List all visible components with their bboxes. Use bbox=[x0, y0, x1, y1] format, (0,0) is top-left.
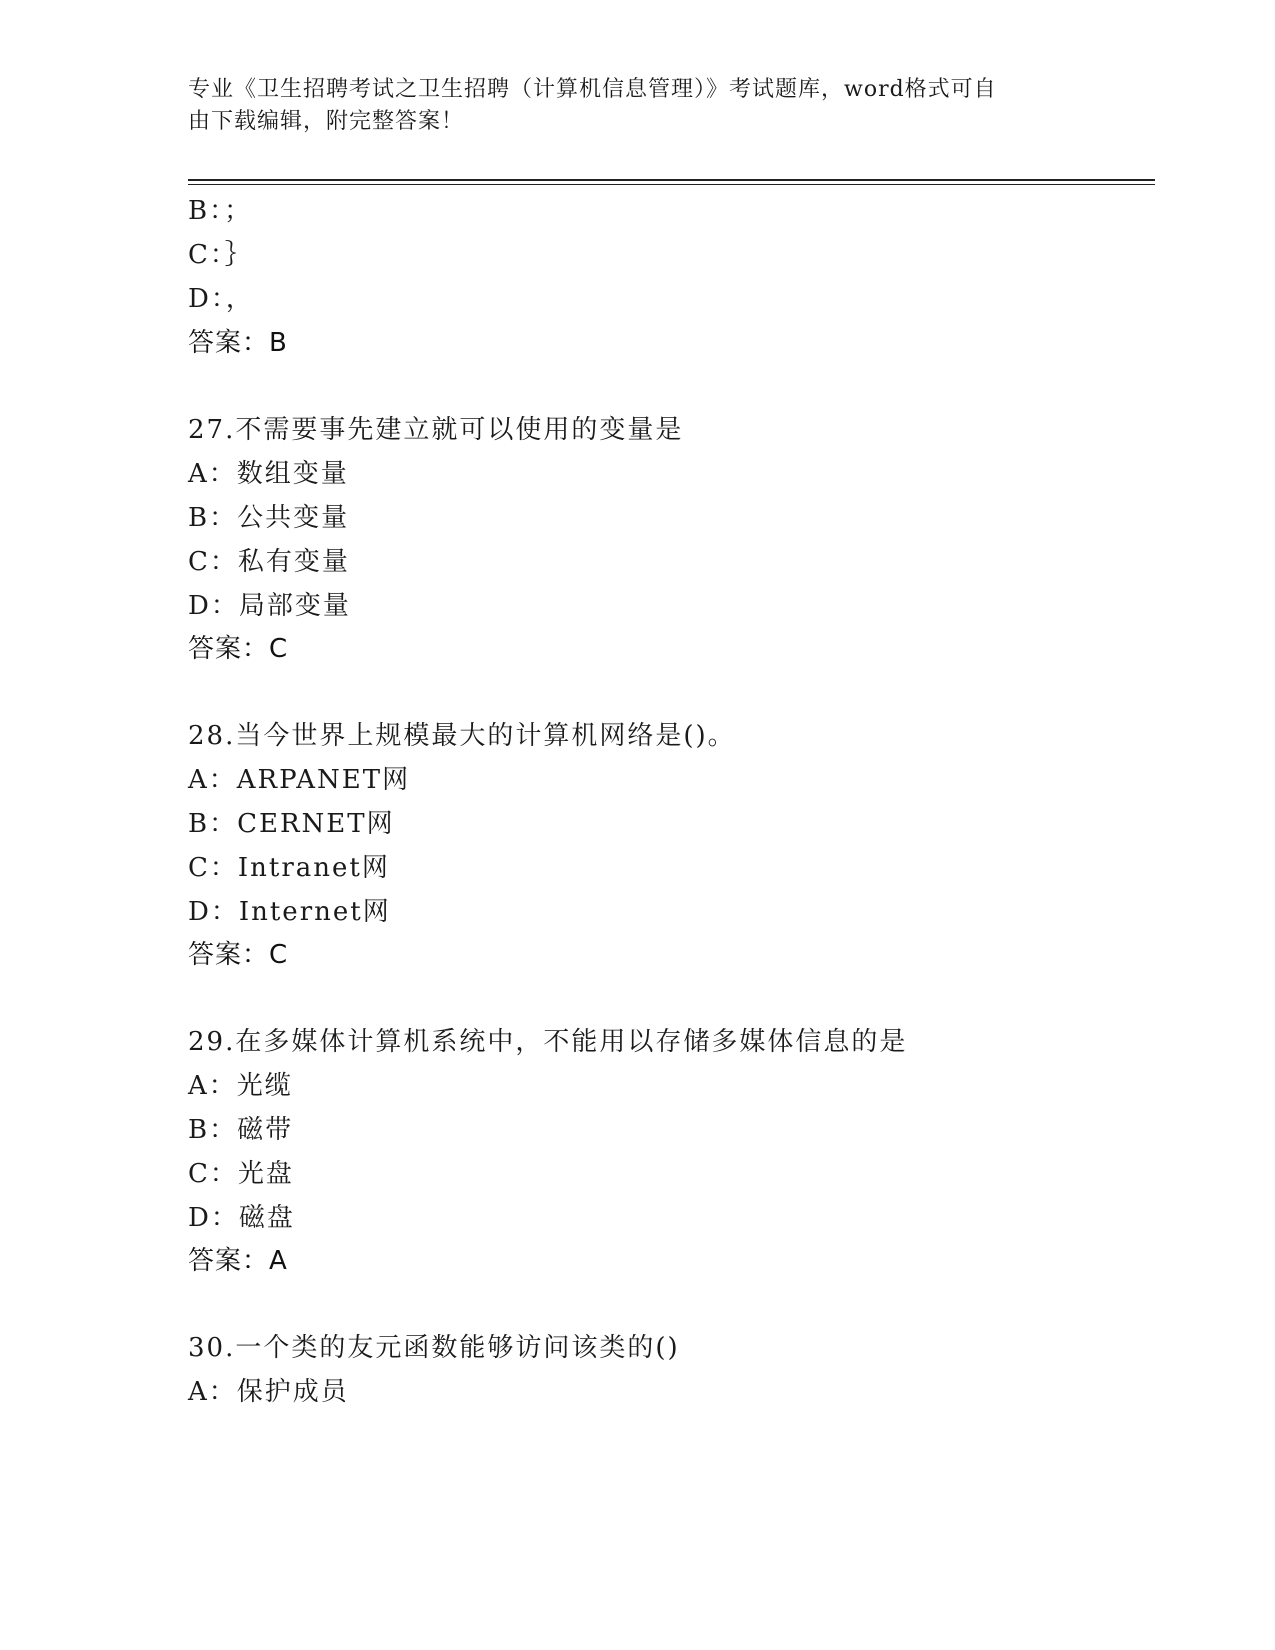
question-stem: 27.不需要事先建立就可以使用的变量是 bbox=[188, 415, 684, 445]
header-divider-thin bbox=[188, 184, 1155, 185]
question-stem: 28.当今世界上规模最大的计算机网络是()。 bbox=[188, 721, 736, 751]
option-d: D：， bbox=[188, 284, 254, 314]
option-d: D：局部变量 bbox=[188, 591, 351, 621]
question-stem: 29.在多媒体计算机系统中，不能用以存储多媒体信息的是 bbox=[188, 1027, 908, 1057]
option-a: A：数组变量 bbox=[188, 459, 349, 489]
option-c: C：Intranet网 bbox=[188, 853, 390, 883]
option-d: D：磁盘 bbox=[188, 1203, 295, 1233]
answer-label: 答案：C bbox=[188, 634, 289, 664]
answer-label: 答案：A bbox=[188, 1246, 288, 1276]
option-b: B：CERNET网 bbox=[188, 809, 395, 839]
option-c: C：｝ bbox=[188, 240, 253, 270]
option-c: C：光盘 bbox=[188, 1159, 294, 1189]
option-a: A：保护成员 bbox=[188, 1377, 349, 1407]
option-b: B：磁带 bbox=[188, 1115, 294, 1145]
header-divider-thick bbox=[188, 179, 1155, 181]
option-c: C：私有变量 bbox=[188, 547, 350, 577]
question-stem: 30.一个类的友元函数能够访问该类的() bbox=[188, 1333, 680, 1363]
document-header bbox=[188, 74, 1068, 138]
option-b: B：公共变量 bbox=[188, 503, 350, 533]
header-line-1: 专业《卫生招聘考试之卫生招聘（计算机信息管理）》考试题库，word格式可自 bbox=[188, 77, 997, 102]
header-line-2: 由下载编辑，附完整答案！ bbox=[188, 109, 465, 134]
option-a: A：ARPANET网 bbox=[188, 765, 411, 795]
option-a: A：光缆 bbox=[188, 1071, 293, 1101]
option-d: D：Internet网 bbox=[188, 897, 391, 927]
answer-label: 答案：C bbox=[188, 940, 289, 970]
option-b: B：； bbox=[188, 196, 253, 226]
answer-label: 答案：B bbox=[188, 328, 288, 358]
